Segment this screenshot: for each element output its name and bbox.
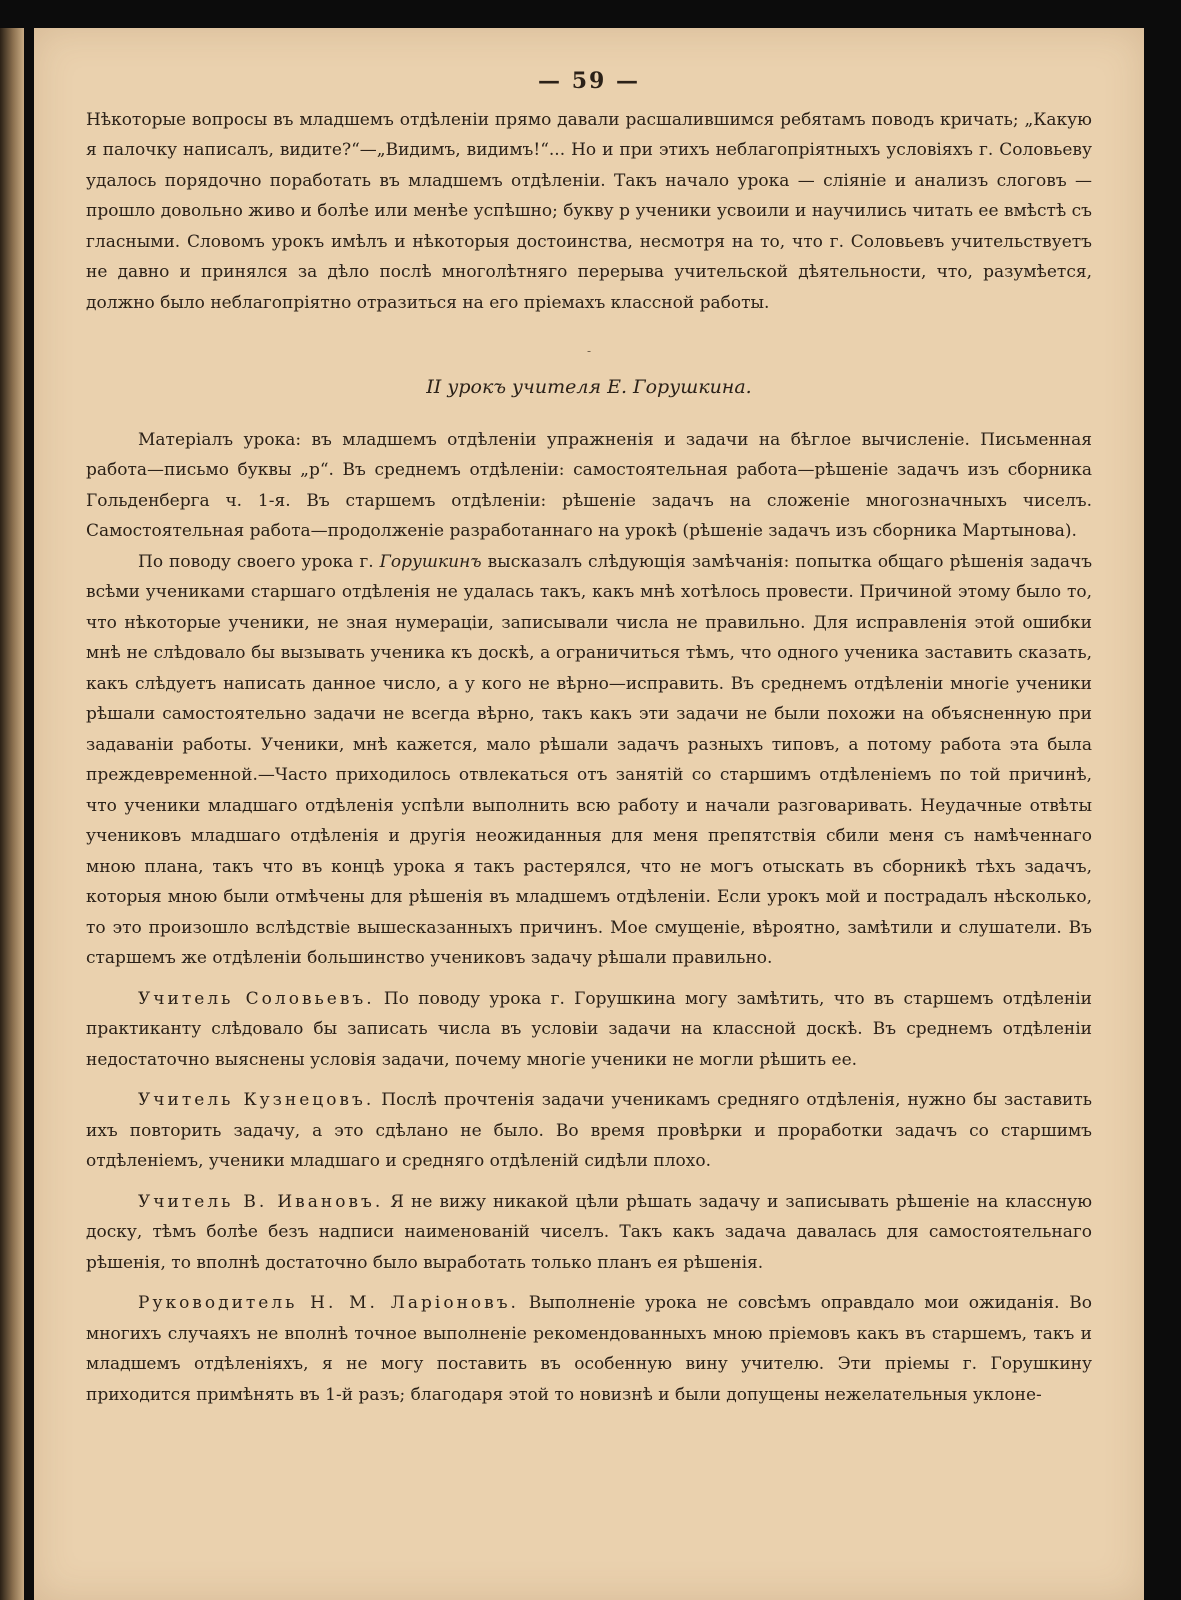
remark-text: По поводу урока г. Горушкина могу замѣтить, что въ старшемъ отдѣленіи практиканту слѣдовало бы записать числа въ условіи задачи на классной доскѣ. Въ среднемъ отдѣленіи недостаточно выяснены условія задачи, почему многіе ученики не могли рѣшить ее. [86,988,1092,1070]
gorushkin-name: Горушкинъ [379,551,482,572]
remark-text: Я не вижу никакой цѣли рѣшать задачу и записывать рѣшеніе на классную доску, тѣмъ болѣе безъ надписи наименованій чиселъ. Такъ какъ задача давалась для самостоятельнаго рѣшенія, то вполнѣ достаточно было выработать только планъ ея рѣшенія. [86,1191,1092,1273]
speaker-name: Руководитель Н. М. Ларіоновъ. [138,1293,519,1313]
remark-text: Выполненіе урока не совсѣмъ оправдало мои ожиданія. Во многихъ случаяхъ не вполнѣ точное выполненіе рекомендованныхъ мною пріемовъ какъ въ старшемъ, такъ и младшемъ отдѣленіяхъ, я не могу поставить въ особенную вину учителю. Эти пріемы г. Горушкину приходится примѣнять въ 1-й разъ; благодаря этой то новизнѣ и были допущены нежелательныя уклоне- [86,1293,1092,1405]
remark-paragraph-ivanov [86,1187,1092,1279]
remark-text: Послѣ прочтенія задачи ученикамъ средняго отдѣленія, нужно бы заставить ихъ повторить задачу, а это сдѣлано не было. Во время провѣрки и проработки задачъ со старшимъ отдѣленіемъ, ученики младшаго и средняго отдѣленій сидѣли плохо. [86,1090,1093,1171]
book-page [34,28,1144,1600]
section-divider: - [586,344,592,358]
gorushkin-text: высказалъ слѣдующія замѣчанія: попытка общаго рѣшенія задачъ всѣми учениками старшаго отдѣленія не удалась такъ, какъ мнѣ хотѣлось провести. Причиной этому было то, что нѣкоторые ученики, не зная нумераціи, записывали числа не правильно. Для исправленія этой ошибки мнѣ не слѣдовало бы вызывать ученика къ доскѣ, а ограничиться тѣмъ, что одного ученика заставить сказать, какъ слѣдуетъ написать данное число, а у кого не вѣрно—исправить. Въ среднемъ отдѣленіи многіе ученики рѣшали самостоятельно задачи не всегда вѣрно, такъ какъ эти задачи не были похожи на объясненную при задаваніи работы. Ученики, мнѣ кажется, мало рѣшали задачъ разныхъ типовъ, а потому работа эта была преждевременной.—Часто приходилось отвлекаться отъ занятій со старшимъ отдѣленіемъ по той причинѣ, что ученики младшаго отдѣленія успѣли выполнить всю работу и начали разговаривать. Неудачные отвѣты учениковъ младшаго отдѣленія и другія неожиданныя для меня препятствія сбили меня съ намѣченнаго мною плана, такъ что въ концѣ урока я такъ растерялся, что не могъ отыскать въ сборникѣ тѣхъ задачъ, которыя мною были отмѣчены для рѣшенія въ младшемъ отдѣленіи. Если урокъ мой и пострадалъ нѣсколько, то это произошло вслѣдствіе вышесказанныхъ причинъ. Мое смущеніе, вѣроятно, замѣтили и слушатели. Въ старшемъ же отдѣленіи большинство учениковъ задачу рѣшали правильно. [86,551,1093,968]
remark-paragraph-kuznetsov [86,1085,1092,1177]
speaker-name: Учитель Соловьевъ. [138,988,375,1009]
intro-paragraph: Нѣкоторые вопросы въ младшемъ отдѣленіи прямо давали расшалившимся ребятамъ поводъ кричать; „Какую я палочку написалъ, видите?“—„Видимъ, видимъ!“... Но и при этихъ неблагопріятныхъ условіяхъ г. Соловьеву удалось порядочно поработать въ младшемъ отдѣленіи. Такъ начало урока — сліяніе и анализъ слоговъ — прошло довольно живо и болѣе или менѣе успѣшно; букву р ученики усвоили и научились читать ее вмѣстѣ съ гласными. Словомъ урокъ имѣлъ и нѣкоторыя достоинства, несмотря на то, что г. Соловьевъ учительствуетъ не давно и принялся за дѣло послѣ многолѣтняго перерыва учительской дѣятельности, что, разумѣется, должно было неблагопріятно отразиться на его пріемахъ классной работы. [86,109,1092,313]
speaker-name: Учитель Кузнецовъ. [138,1090,375,1110]
page-content [86,66,1092,1410]
gorushkin-lead: По поводу своего урока г. [138,551,380,572]
gorushkin-remarks-paragraph [86,547,1092,974]
remark-paragraph-larionov [86,1288,1092,1410]
facing-page-edge [0,28,24,1600]
page-number: — 59 — [538,68,640,94]
material-paragraph: Матеріалъ урока: въ младшемъ отдѣленіи упражненія и задачи на бѣглое вычисленіе. Письменная работа—письмо буквы „р“. Въ среднемъ отдѣленіи: самостоятельная работа—рѣшеніе задачъ изъ сборника Гольденберга ч. 1-я. Въ старшемъ отдѣленіи: рѣшеніе задачъ на сложеніе многозначныхъ чиселъ. Самостоятельная работа—продолженіе разработаннаго на урокѣ (рѣшеніе задачъ изъ сборника Мартынова). [86,429,1092,541]
speaker-name: Учитель В. Ивановъ. [138,1191,384,1212]
section-heading: II урокъ учителя Е. Горушкина. [426,376,752,398]
remark-paragraph-soloviev [86,984,1092,1076]
